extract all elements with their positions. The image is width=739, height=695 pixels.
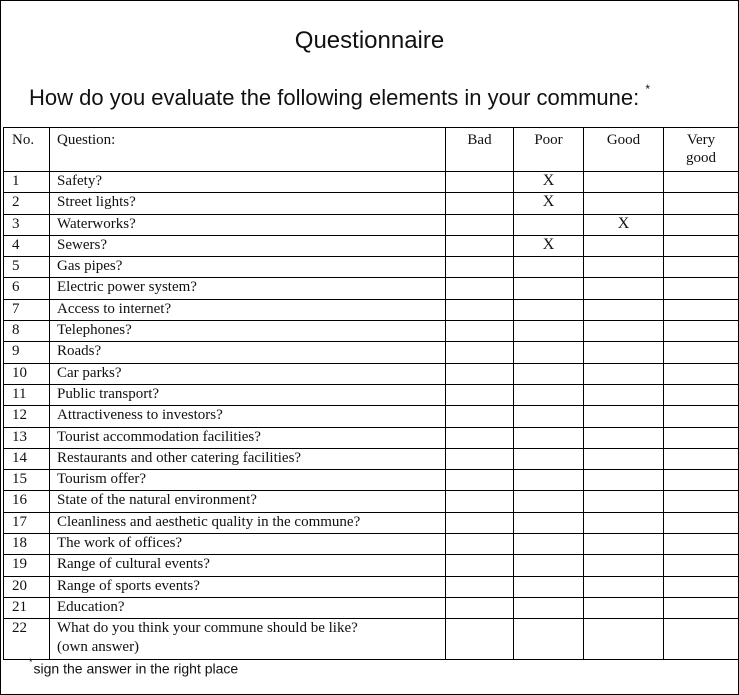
header-good: Good [584,128,664,172]
row-no: 12 [4,406,50,427]
row-question: Roads? [50,342,446,363]
subtitle [29,81,651,111]
table-row-4 [4,235,739,256]
answer-cell-bad[interactable] [446,172,514,193]
answer-cell-bad[interactable] [446,427,514,448]
answer-cell-very-good[interactable] [664,257,739,278]
answer-cell-bad[interactable] [446,448,514,469]
answer-cell-poor[interactable] [514,214,584,235]
answer-cell-bad[interactable] [446,555,514,576]
row-no: 9 [4,342,50,363]
answer-cell-poor[interactable] [514,534,584,555]
row-no: 22 [4,619,50,660]
answer-cell-poor[interactable] [514,406,584,427]
answer-cell-poor[interactable] [514,597,584,618]
row-question-open [50,619,446,660]
row-question: Range of cultural events? [50,555,446,576]
header-question: Question: [50,128,446,172]
answer-cell-poor[interactable] [514,342,584,363]
answer-cell-poor[interactable] [514,448,584,469]
answer-cell-very-good[interactable] [664,172,739,193]
answer-cell-good[interactable] [584,193,664,214]
answer-cell-poor[interactable] [514,257,584,278]
footnote-asterisk: * [29,657,33,667]
table-row-13 [4,427,739,448]
row-question: Waterworks? [50,214,446,235]
header-very-good-line1: Very [686,132,716,148]
row-no: 3 [4,214,50,235]
answer-cell-very-good[interactable] [664,278,739,299]
questionnaire-table [3,127,739,660]
table-row-1 [4,172,739,193]
row-no: 19 [4,555,50,576]
table-row-6 [4,278,739,299]
row-no: 16 [4,491,50,512]
subtitle-asterisk: * [645,81,651,96]
row-no: 5 [4,257,50,278]
row-no: 13 [4,427,50,448]
row-no: 8 [4,321,50,342]
answer-cell-bad[interactable] [446,257,514,278]
row-question: Tourism offer? [50,470,446,491]
answer-cell-very-good[interactable] [664,427,739,448]
answer-cell-bad[interactable] [446,342,514,363]
answer-cell-good[interactable] [584,491,664,512]
row-no: 11 [4,384,50,405]
answer-cell-bad[interactable] [446,299,514,320]
row-no: 4 [4,235,50,256]
answer-cell-bad[interactable] [446,235,514,256]
row-question: Access to internet? [50,299,446,320]
open-question-text: What do you think your commune should be like? [57,620,358,637]
subtitle-text: How do you evaluate the following elements in your commune: [29,85,640,110]
answer-cell-good[interactable] [584,427,664,448]
table-row-12 [4,406,739,427]
answer-cell-poor[interactable] [514,363,584,384]
header-poor: Poor [514,128,584,172]
table-row-3 [4,214,739,235]
answer-cell-very-good[interactable] [664,576,739,597]
table-row-22 [4,619,739,660]
answer-cell-poor[interactable] [514,491,584,512]
table-row-16 [4,491,739,512]
table-row-5 [4,257,739,278]
answer-cell-very-good[interactable] [664,363,739,384]
answer-cell-very-good[interactable] [664,342,739,363]
row-question: Street lights? [50,193,446,214]
row-question: Safety? [50,172,446,193]
answer-cell-good[interactable] [584,470,664,491]
answer-cell-poor[interactable] [514,384,584,405]
answer-cell-good[interactable] [584,257,664,278]
answer-cell-bad[interactable] [446,470,514,491]
answer-cell-poor[interactable] [514,555,584,576]
answer-cell-poor[interactable] [514,299,584,320]
row-question: Gas pipes? [50,257,446,278]
table-row-11 [4,384,739,405]
answer-cell-poor[interactable] [514,278,584,299]
row-question: Sewers? [50,235,446,256]
answer-cell-good[interactable] [584,321,664,342]
header-very-good-line2: good [686,150,716,166]
table-row-21 [4,597,739,618]
row-question: Education? [50,597,446,618]
answer-cell-poor[interactable] [514,576,584,597]
row-question: Restaurants and other catering facilities? [50,448,446,469]
table-row-17 [4,512,739,533]
row-no: 15 [4,470,50,491]
answer-cell-good[interactable] [584,406,664,427]
page-title: Questionnaire [294,27,445,54]
row-question: State of the natural environment? [50,491,446,512]
answer-cell-good[interactable] [584,363,664,384]
answer-cell-bad[interactable] [446,576,514,597]
row-question: Public transport? [50,384,446,405]
answer-cell-very-good[interactable] [664,299,739,320]
row-no: 20 [4,576,50,597]
answer-cell-bad[interactable] [446,193,514,214]
row-question: Car parks? [50,363,446,384]
answer-cell-bad[interactable] [446,214,514,235]
answer-cell-poor[interactable]: X [514,235,584,256]
answer-cell-poor[interactable]: X [514,193,584,214]
table-row-19 [4,555,739,576]
answer-cell-poor[interactable] [514,619,584,660]
answer-cell-good[interactable] [584,597,664,618]
header-very-good [664,128,739,172]
answer-cell-poor[interactable]: X [514,172,584,193]
answer-cell-good[interactable] [584,555,664,576]
row-question: Range of sports events? [50,576,446,597]
answer-cell-very-good[interactable] [664,534,739,555]
answer-cell-poor[interactable] [514,512,584,533]
answer-cell-bad[interactable] [446,321,514,342]
row-question: Electric power system? [50,278,446,299]
answer-cell-bad[interactable] [446,534,514,555]
answer-cell-poor[interactable] [514,470,584,491]
answer-cell-good[interactable] [584,534,664,555]
row-no: 6 [4,278,50,299]
row-no: 1 [4,172,50,193]
answer-cell-bad[interactable] [446,597,514,618]
table-row-15 [4,470,739,491]
answer-cell-bad[interactable] [446,619,514,660]
row-no: 7 [4,299,50,320]
table-row-18 [4,534,739,555]
row-no: 21 [4,597,50,618]
answer-cell-good[interactable] [584,512,664,533]
row-question: Attractiveness to investors? [50,406,446,427]
answer-cell-very-good[interactable] [664,512,739,533]
row-no: 14 [4,448,50,469]
table-row-2 [4,193,739,214]
answer-cell-very-good[interactable] [664,235,739,256]
answer-cell-very-good[interactable] [664,555,739,576]
row-question: Tourist accommodation facilities? [50,427,446,448]
table-row-9 [4,342,739,363]
answer-cell-bad[interactable] [446,363,514,384]
header-bad: Bad [446,128,514,172]
answer-cell-very-good[interactable] [664,491,739,512]
row-question: The work of offices? [50,534,446,555]
row-no: 10 [4,363,50,384]
table-row-14 [4,448,739,469]
answer-cell-good[interactable] [584,384,664,405]
answer-cell-very-good[interactable] [664,193,739,214]
open-question-note: (own answer) [57,639,140,656]
answer-cell-poor[interactable] [514,321,584,342]
answer-cell-bad[interactable] [446,278,514,299]
answer-cell-very-good[interactable] [664,406,739,427]
answer-cell-bad[interactable] [446,406,514,427]
table-row-10 [4,363,739,384]
answer-cell-good[interactable] [584,576,664,597]
answer-cell-very-good[interactable] [664,619,739,660]
answer-cell-good[interactable] [584,172,664,193]
answer-cell-good[interactable] [584,235,664,256]
footnote-text: sign the answer in the right place [33,660,239,677]
answer-cell-very-good[interactable] [664,448,739,469]
table-row-20 [4,576,739,597]
answer-cell-good[interactable] [584,299,664,320]
answer-cell-very-good[interactable] [664,321,739,342]
row-no: 18 [4,534,50,555]
answer-cell-bad[interactable] [446,491,514,512]
answer-cell-bad[interactable] [446,384,514,405]
answer-cell-very-good[interactable] [664,384,739,405]
answer-cell-good[interactable] [584,278,664,299]
header-no: No. [4,128,50,172]
row-no: 17 [4,512,50,533]
table-header-row [4,128,739,172]
answer-cell-very-good[interactable] [664,597,739,618]
row-question: Cleanliness and aesthetic quality in the commune? [50,512,446,533]
row-question: Telephones? [50,321,446,342]
answer-cell-good[interactable] [584,619,664,660]
table-body [4,172,739,660]
answer-cell-very-good[interactable] [664,470,739,491]
table-row-7 [4,299,739,320]
answer-cell-poor[interactable] [514,427,584,448]
answer-cell-bad[interactable] [446,512,514,533]
answer-cell-good[interactable] [584,342,664,363]
table-row-8 [4,321,739,342]
footnote [29,657,239,677]
row-no: 2 [4,193,50,214]
answer-cell-good[interactable]: X [584,214,664,235]
answer-cell-very-good[interactable] [664,214,739,235]
answer-cell-good[interactable] [584,448,664,469]
